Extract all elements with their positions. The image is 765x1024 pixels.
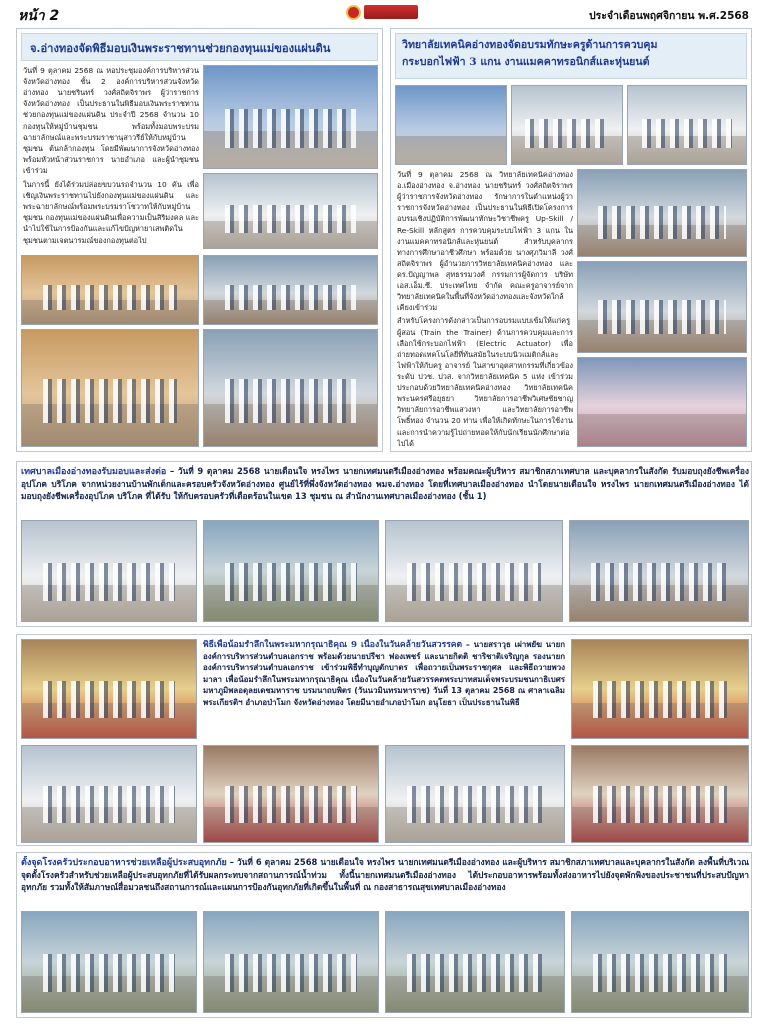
article-text bbox=[21, 465, 749, 517]
photo bbox=[571, 911, 749, 1013]
photo bbox=[203, 520, 379, 622]
article-headline: เทศบาลเมืองอ่างทองรับมอบและส่งต่อ bbox=[21, 467, 167, 477]
article-memorial bbox=[16, 634, 752, 846]
photo bbox=[21, 520, 197, 622]
photo bbox=[569, 520, 749, 622]
article-title-band bbox=[21, 33, 378, 61]
page-header bbox=[0, 0, 765, 26]
issue-date: ประจำเดือนพฤศจิกายน พ.ศ.2568 bbox=[588, 10, 749, 22]
article-paragraph: ในการนี้ ยังได้ร่วมปล่อยขบวนรถจำนวน 10 คัน เพื่อเชิญเงินพระราชทานไปยังกองทุนแม่ของแผ่นดิน และพระฉายาลักษณ์พร้อมพระบรมราโชวาทให้กับหมู่บ้านชุมชน กองทุนแม่ของแผ่นดินเพื่อความเป็นสิริมงคล และนำไปใช้ในการป้องกันและแก้ไขปัญหายาเสพติดในชุมชนตามเจตนารมณ์ของกองทุนต่อไป bbox=[23, 180, 199, 245]
photo bbox=[395, 85, 507, 165]
article-flood-kitchen bbox=[16, 852, 752, 1018]
article-paragraph-1: วันที่ 9 ตุลาคม 2568 ณ วิทยาลัยเทคนิคอ่างทอง อ.เมืองอ่างทอง จ.อ่างทอง นายชรินทร์ วงศ์สถิตจิราพร ผู้ว่าราชการจังหวัดอ่างทอง รักษาการในตำแหน่งผู้ว่าราชการจังหวัดอ่างทอง เป็นประธานในพิธีเปิดโครงการอบรมเชิงปฏิบัติการพัฒนาทักษะวิชาชีพครู Up-Skill / Re-Skill หลักสูตร การควบคุมระบบไฟฟ้า 3 แกน ในงานแมคคาทรอนิกส์และหุ่นยนต์ สำหรับบุคลากรทางการศึกษาอาชีวศึกษา พร้อมด้วย นางศุภวิมาลี วงศ์สถิตจิราพร ผู้อำนวยการวิทยาลัยเทคนิคอ่างทอง และ ดร.ปัญญาพล สุทธรรมวงศ์ กรรมการผู้จัดการ บริษัท เอส.เอ็ม.ซี. ประเทศไทย จำกัด คณะครูอาจารย์จากวิทยาลัยเทคนิคในพื้นที่จังหวัดอ่างทองและจังหวัดใกล้เคียงเข้าร่วม bbox=[397, 170, 573, 313]
photo bbox=[571, 639, 749, 739]
article-title: จ.อ่างทองจัดพิธีมอบเงินพระราชทานช่วยกองทุนแม่ของแผ่นดิน bbox=[30, 41, 331, 55]
photo bbox=[511, 85, 623, 165]
photo bbox=[571, 745, 749, 843]
article-body: – นายสราวุธ เผ่าพยัฆ นายกองค์การบริหารส่วนตำบลเอกราช พร้อมด้วยนายปรีชา ฟองเพชร์ และนายกิตติ ชาริชาติเจริญกุล รองนายกองค์การบริหารส่วนตำบลเอกราช เข้าร่วมพิธีทำบุญตักบาตร เพื่อถวายเป็นพระราชกุศล และพิธีถวายพวงมาลา เพื่อน้อมรำลึกในพระมหากรุณาธิคุณ เนื่องในวันคล้ายวันสวรรคตพระบาทสมเด็จพระบรมชนกาธิเบศร มหาภูมิพลอดุลยเดชมหาราช บรมนาถบพิตร (วันนวมินทรมหาราช) วันที่ 13 ตุลาคม 2568 ณ ศาลาเฉลิมพระเกียรติฯ อำเภอป่าโมก จังหวัดอ่างทอง โดยมีนายอำเภอป่าโมก อนุโยธา เป็นประธานในพิธี bbox=[203, 640, 565, 707]
article-body: – วันที่ 6 ตุลาคม 2568 นายเดือนใจ หรงไพร นายกเทศมนตรีเมืองอ่างทอง และผู้บริหาร สมาชิกสภาเทศบาลและบุคลากรในสังกัด ลงพื้นที่บริเวณจุดตั้งโรงครัวสำหรับช่วยเหลือผู้ประสบอุทกภัยที่ได้รับผลกระทบจากสถานการณ์น้ำท่วม ทั้งนี้นายกเทศมนตรีเมืองอ่างทอง ได้ประกอบอาหารพร้อมทั้งส่งอาหารไปยังจุดพักพิงของประชาชนที่ประสบปัญหาอุทกภัย รวมทั้งให้สัมภาษณ์สื่อมวลชนถึงสถานการณ์และแผนการป้องกันอุทกภัยที่เกิดขึ้นในพื้นที่ ณ กองสาธารณสุขเทศบาลเมืองอ่างทอง bbox=[21, 857, 749, 893]
photo bbox=[203, 255, 378, 325]
photo bbox=[21, 329, 199, 447]
photo bbox=[577, 357, 747, 447]
photo bbox=[627, 85, 747, 165]
photo bbox=[385, 520, 563, 622]
article-title-band bbox=[395, 33, 747, 79]
photo bbox=[203, 911, 379, 1013]
masthead-wordmark bbox=[364, 5, 418, 19]
article-title-line2: กระบอกไฟฟ้า 3 แกน งานแมคคาทรอนิกส์และหุ่นยนต์ bbox=[402, 56, 650, 69]
photo bbox=[385, 745, 565, 843]
photo bbox=[21, 255, 199, 325]
article-mother-fund bbox=[16, 28, 383, 452]
photo bbox=[21, 911, 197, 1013]
photo bbox=[203, 173, 378, 249]
photo bbox=[21, 745, 197, 843]
article-headline: พิธีเพื่อน้อมรำลึกในพระมหากรุณาธิคุณ 9 เนื่องในวันคล้ายวันสวรรคต bbox=[203, 640, 463, 650]
photo bbox=[577, 169, 747, 257]
article-paragraph bbox=[397, 169, 573, 447]
article-paragraph-2: สำหรับโครงการดังกล่าวเป็นการอบรมแบบเข้มให้แก่ครูผู้สอน (Train the Trainer) ด้านการควบคุมและการเลือกใช้กระบอกไฟฟ้า (Electric Actuator) เพื่อถ่ายทอดเทคโนโลยีที่ทันสมัยในระบบนิวแมติกส์และไฟฟ้าให้กับครู อาจารย์ ในสาขาอุตสาหกรรมที่เกี่ยวข้องระดับ ปวช. ปวส. จากวิทยาลัยเทคนิค 5 แห่ง เข้าร่วม ประกอบด้วยวิทยาลัยเทคนิคอ่างทอง วิทยาลัยเทคนิคพระนครศรีอยุธยา วิทยาลัยการอาชีพวิเศษชัยชาญ วิทยาลัยการอาชีพแสวงหา และวิทยาลัยการอาชีพโพธิ์ทอง จำนวน 20 ท่าน เพื่อให้เกิดทักษะในการใช้งานและการนำความรู้ไปถ่ายทอดให้กับนักเรียนนักศึกษาต่อไปได้ bbox=[397, 316, 573, 447]
article-technical-college bbox=[390, 28, 752, 452]
photo bbox=[577, 261, 747, 353]
photo bbox=[203, 745, 379, 843]
newspaper-logo bbox=[346, 3, 422, 21]
article-paragraph: วันที่ 9 ตุลาคม 2568 ณ หอประชุมองค์การบริหารส่วนจังหวัดอ่างทอง ชั้น 2 องค์การบริหารส่วนจังหวัดอ่างทอง นายชรินทร์ วงศ์สถิตจิราพร ผู้ว่าราชการจังหวัดอ่างทอง เป็นประธานในพิธีมอบเงินพระราชทานช่วยกองทุนแม่ของแผ่นดิน ประจำปี 2568 จำนวน 10 กองทุนให้หมู่บ้านชุมชน พร้อมทั้งมอบพระบรมฉายาลักษณ์และพระบรมราชานุสาวรีย์ให้กับหมู่บ้านชุมชน ต้นกล้ากองทุน โดยมีพัฒนาการจังหวัดอ่างทอง พร้อมหัวหน้าส่วนราชการ นายอำเภอ และผู้นำชุมชนเข้าร่วม bbox=[23, 66, 199, 175]
page-number: หน้า 2 bbox=[18, 8, 60, 24]
seal-icon bbox=[346, 5, 361, 20]
photo bbox=[203, 329, 378, 447]
article-title-line1: วิทยาลัยเทคนิคอ่างทองจัดอบรมทักษะครูด้านการควบคุม bbox=[402, 39, 658, 51]
article-text bbox=[21, 856, 749, 908]
article-body: – วันที่ 9 ตุลาคม 2568 นายเดือนใจ หรงไพร นายกเทศมนตรีเมืองอ่างทอง พร้อมคณะผู้บริหาร สมาชิกสภาเทศบาล และบุคลากรในสังกัด รับมอบถุงยังชีพเครื่องอุปโภค บริโภค จากหน่วยงานบ้านพักเด็กและครอบครัวจังหวัดอ่างทอง ศูนย์ไร้ที่พึ่งจังหวัดอ่างทอง พมจ.อ่างทอง โดยที่เทศบาลเมืองอ่างทอง นำโดยนายเดือนใจ หรงไพร นายกเทศมนตรีเมืองอ่างทอง ได้มอบถุงยังชีพเครื่องอุปโภค บริโภค ที่ได้รับ ให้กับครอบครัวที่เดือดร้อนในเขต 13 ชุมชน ณ สำนักงานเทศบาลเมืองอ่างทอง (ชั้น 1) bbox=[21, 466, 749, 502]
article-donation bbox=[16, 461, 752, 627]
photo bbox=[385, 911, 565, 1013]
article-headline: ตั้งจุดโรงครัวประกอบอาหารช่วยเหลือผู้ประสบอุทกภัย bbox=[21, 858, 227, 868]
photo bbox=[203, 65, 378, 169]
article-text bbox=[203, 639, 565, 739]
photo bbox=[21, 639, 197, 739]
